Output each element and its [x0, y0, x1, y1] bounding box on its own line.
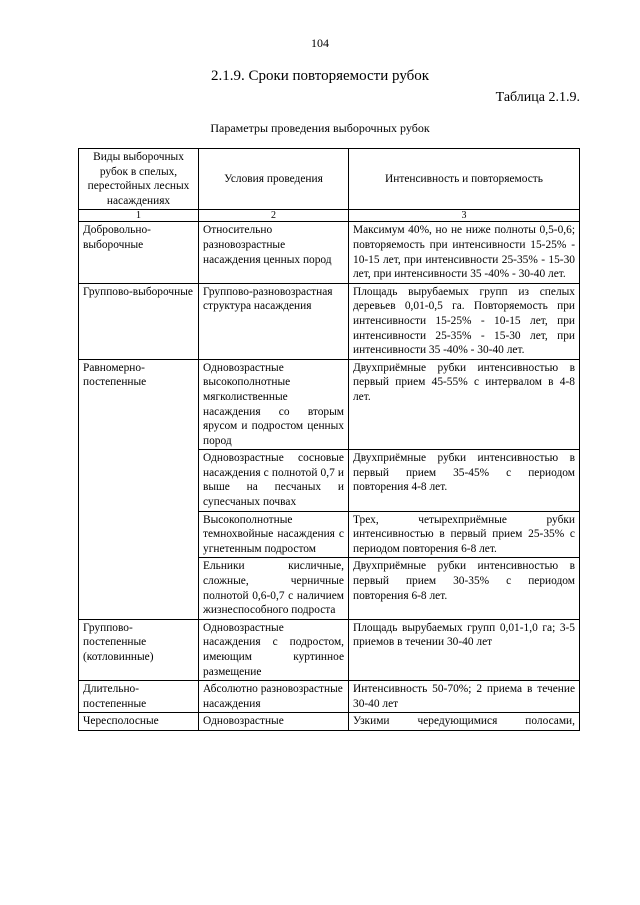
intensity-cell: Узкими чередующимися полосами,	[349, 713, 580, 731]
table-row	[79, 283, 580, 359]
table-header-row	[79, 149, 580, 210]
column-number-1: 1	[79, 210, 199, 222]
cutting-type-cell: Добровольно-выборочные	[79, 222, 199, 283]
section-title: 2.1.9. Сроки повторяемости рубок	[210, 68, 430, 84]
intensity-cell: Двухприёмные рубки интенсивностью в первый прием 35-45% с периодом повторения 4-8 лет.	[349, 450, 580, 511]
table-caption: Параметры проведения выборочных рубок	[210, 121, 430, 135]
cutting-type-cell: Равномерно-постепенные	[79, 359, 199, 619]
condition-cell: Одновозрастные сосновые насаждения с полнотой 0,7 и выше на песчаных и супесчаных почвах	[199, 450, 349, 511]
page-number: 104	[311, 36, 329, 50]
intensity-cell: Максимум 40%, но не ниже полноты 0,5-0,6; повторяемость при интенсивности 15-25% - 10-15 лет, при интенсивности 25-35% - 15-30 лет, при интенсивности 35 -40% - 30-40 лет.	[349, 222, 580, 283]
cutting-parameters-table	[78, 148, 580, 731]
condition-cell: Одновозрастные насаждения с подростом, имеющим куртинное размещение	[199, 619, 349, 680]
header-cutting-type: Виды выборочных рубок в спелых, перестойных лесных насаждениях	[79, 149, 199, 210]
table-row	[79, 222, 580, 283]
intensity-cell: Интенсивность 50-70%; 2 приема в течение 30-40 лет	[349, 681, 580, 713]
intensity-cell: Двухприёмные рубки интенсивностью в первый прием 45-55% с интервалом в 4-8 лет.	[349, 359, 580, 450]
column-number-2: 2	[199, 210, 349, 222]
intensity-cell: Двухприёмные рубки интенсивностью в первый прием 30-35% с периодом повторения 6-8 лет.	[349, 558, 580, 619]
table-label: Таблица 2.1.9.	[495, 90, 580, 105]
table-row	[79, 619, 580, 680]
cutting-type-cell: Группово-постепенные (котловинные)	[79, 619, 199, 680]
header-intensity: Интенсивность и повторяемость	[349, 149, 580, 210]
table-row	[79, 681, 580, 713]
intensity-cell: Трех, четырехприёмные рубки интенсивностью в первый прием 25-35% с периодом повторения 6-8 лет.	[349, 511, 580, 558]
cutting-type-cell: Группово-выборочные	[79, 283, 199, 359]
header-conditions: Условия проведения	[199, 149, 349, 210]
intensity-cell: Площадь вырубаемых групп 0,01-1,0 га; 3-5 приемов в течении 30-40 лет	[349, 619, 580, 680]
condition-cell: Одновозрастные высокополнотные мягколиственные насаждения со вторым ярусом и подростом ценных пород	[199, 359, 349, 450]
column-number-3: 3	[349, 210, 580, 222]
cutting-type-cell: Длительно-постепенные	[79, 681, 199, 713]
table-row	[79, 713, 580, 731]
condition-cell: Группово-разновозрастная структура насаждения	[199, 283, 349, 359]
condition-cell: Ельники кисличные, сложные, черничные полнотой 0,6-0,7 с наличием жизнеспособного подроста	[199, 558, 349, 619]
cutting-type-cell: Чересполосные	[79, 713, 199, 731]
condition-cell: Абсолютно разновозрастные насаждения	[199, 681, 349, 713]
condition-cell: Одновозрастные	[199, 713, 349, 731]
table-row	[79, 359, 580, 450]
condition-cell: Высокополнотные темнохвойные насаждения с угнетенным подростом	[199, 511, 349, 558]
column-number-row	[79, 210, 580, 222]
condition-cell: Относительно разновозрастные насаждения ценных пород	[199, 222, 349, 283]
intensity-cell: Площадь вырубаемых групп из спелых деревьев 0,01-0,5 га. Повторяемость при интенсивности 15-25% - 10-15 лет, при интенсивности 25-35% - 15-30 лет, при интенсивности 35 -40% - 30-40 лет.	[349, 283, 580, 359]
